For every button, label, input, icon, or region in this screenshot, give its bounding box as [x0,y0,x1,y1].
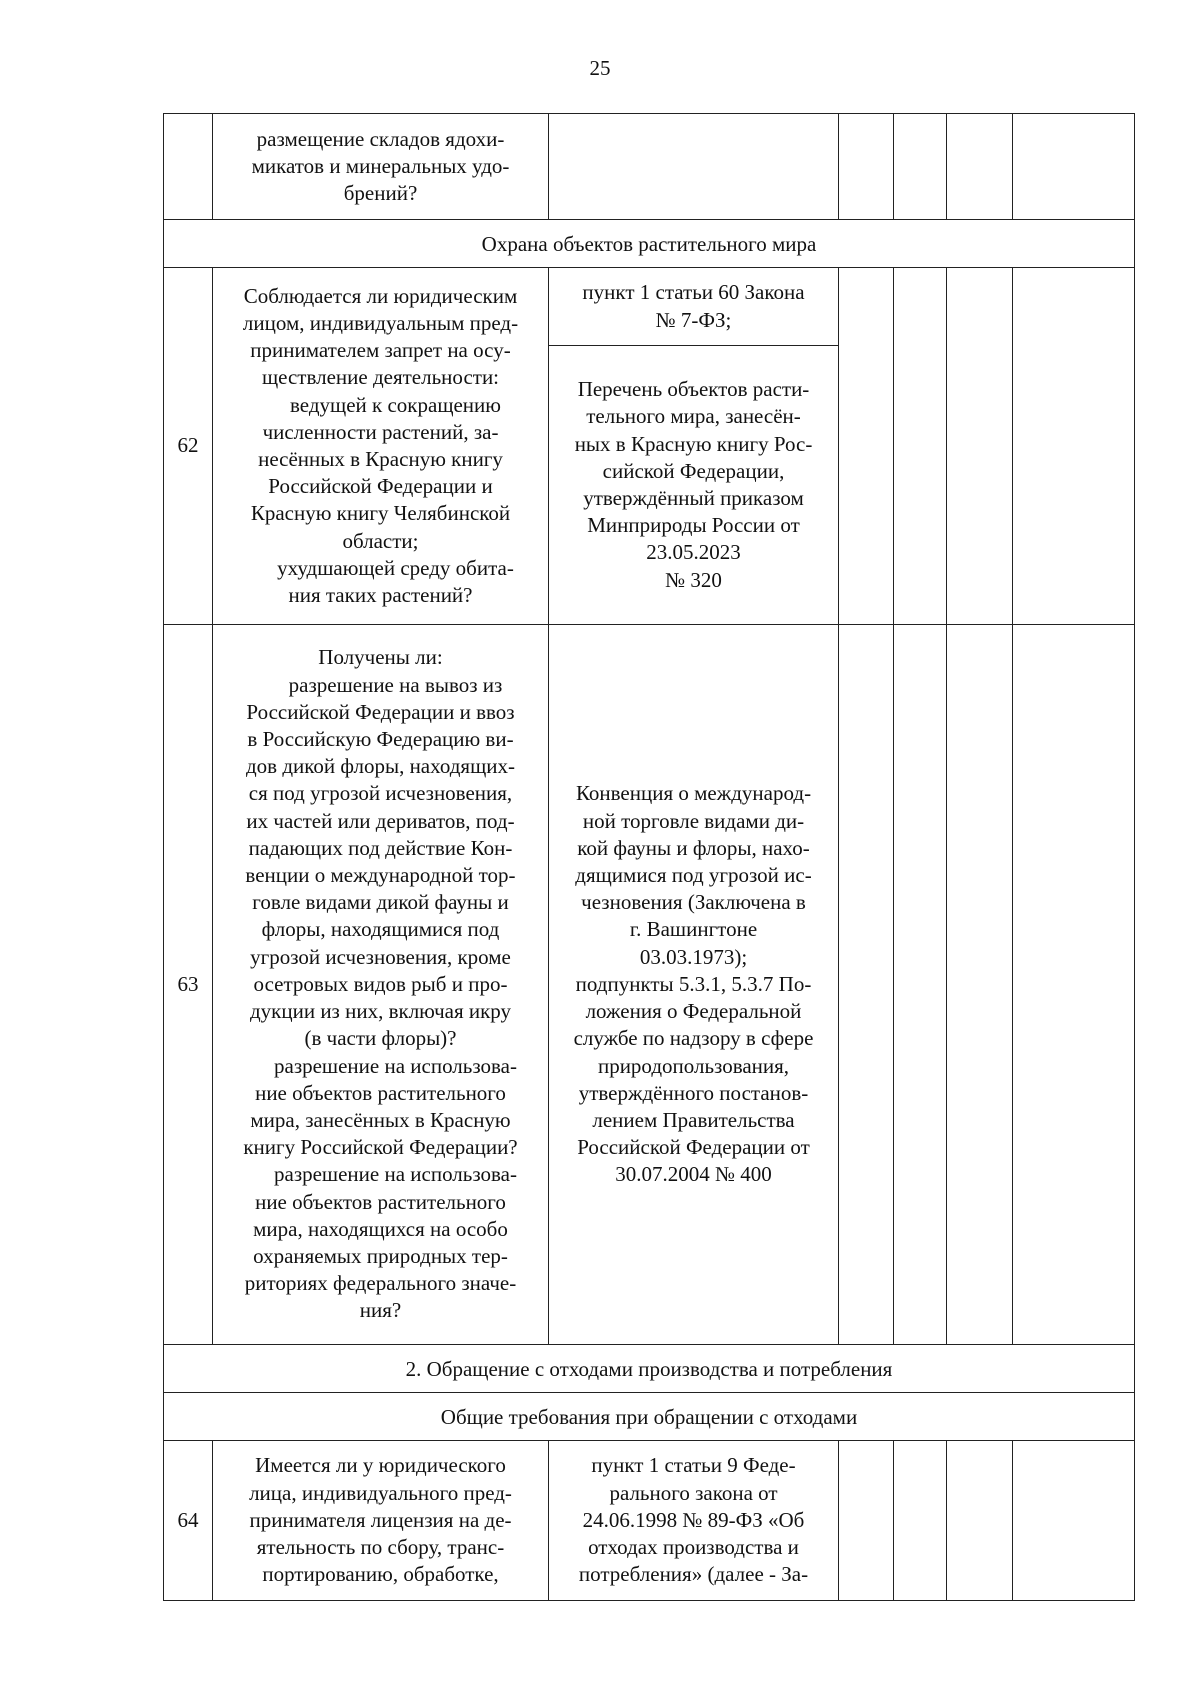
question-line: дукции из них, включая икру [249,999,512,1024]
question-line: говле видами дикой фауны и [252,890,509,915]
question-line: риториях федерального значе- [244,1271,517,1296]
question-line: лицом, индивидуальным пред- [242,310,519,335]
section-heading: Охрана объектов растительного мира [164,220,1135,268]
law-cell [549,114,839,220]
question-line: Красную книгу Челябинской [250,501,511,526]
question-line: ния таких растений? [288,583,473,608]
question-line: лица, индивидуального пред- [249,1480,512,1505]
question-cell [213,625,549,1345]
answer-yes-cell[interactable] [839,1441,894,1601]
question-line: книгу Российской Федерации? [243,1135,518,1160]
law-line: кой фауны и флоры, нахо- [577,835,810,860]
law-line: утверждённый приказом [583,486,804,510]
section-row-general [164,1393,1135,1441]
law-cell [549,346,839,625]
row-number-cell [164,114,213,220]
law-line: ных в Красную книгу Рос- [574,431,813,456]
section-heading: 2. Обращение с отходами производства и потребления [164,1345,1135,1393]
law-line: утверждённого постанов- [578,1080,809,1105]
law-line: 23.05.2023 [646,540,741,565]
section-row-plants [164,220,1135,268]
answer-yes-cell[interactable] [839,114,894,220]
law-line: Конвенция о международ- [575,781,812,806]
question-line: в Российскую Федерацию ви- [247,727,514,752]
question-line: Имеется ли у юридического [255,1453,506,1478]
law-line: потребления» (далее - За- [578,1562,809,1587]
question-line: осетровых видов рыб и про- [253,971,508,996]
answer-na-cell[interactable] [947,114,1013,220]
answer-na-cell[interactable] [947,1441,1013,1601]
law-line: лением Правительства [592,1107,795,1132]
law-cell [549,268,839,346]
table-row-64 [164,1441,1135,1601]
law-line: тельного мира, занесён- [586,404,801,429]
question-line: ухудшающей среду обита- [277,555,514,580]
note-cell[interactable] [1013,268,1135,625]
question-line: Получены ли: [318,645,443,670]
row-number-cell: 64 [164,1441,213,1601]
question-line: мира, занесённых в Красную [250,1107,511,1132]
question-line: дов дикой флоры, находящих- [246,754,515,779]
answer-no-cell[interactable] [894,625,947,1345]
law-line: 03.03.1973); [639,944,748,969]
law-line: ной торговле видами ди- [582,808,805,833]
question-line: Российской Федерации и [268,474,493,499]
question-line: ществление деятельности: [261,365,500,390]
law-line: чезновения (Заключена в [581,890,806,915]
question-line: венции о международной тор- [245,863,516,888]
question-cell [213,1441,549,1601]
question-cell [213,114,549,220]
answer-no-cell[interactable] [894,114,947,220]
question-line: флоры, находящимися под [261,917,500,942]
answer-yes-cell[interactable] [839,625,894,1345]
law-line: № 7-ФЗ; [655,307,732,332]
note-cell[interactable] [1013,1441,1135,1601]
question-line: брений? [343,181,418,206]
law-line: Российской Федерации от [577,1135,810,1160]
subsection-heading: Общие требования при обращении с отходами [164,1393,1135,1441]
row-number-cell: 63 [164,625,213,1345]
answer-na-cell[interactable] [947,625,1013,1345]
law-line: г. Вашингтоне [629,917,758,942]
table-row-62 [164,268,1135,346]
law-line: пункт 1 статьи 60 Закона [582,280,805,305]
law-line: рального закона от [609,1480,778,1505]
law-cell [549,625,839,1345]
question-line: принимателя лицензия на де- [249,1507,512,1532]
page-number: 25 [589,56,611,80]
question-line: размещение складов ядохи- [256,126,505,151]
question-line: несённых в Красную книгу [258,447,503,471]
question-line: падающих под действие Кон- [248,835,513,860]
answer-yes-cell[interactable] [839,268,894,625]
law-line: службе по надзору в сфере [573,1026,814,1051]
question-line: портированию, обработке, [262,1562,499,1587]
law-line: Минприроды России от [587,513,800,538]
question-line: ние объектов растительного [255,1080,506,1105]
question-line: области; [342,528,419,553]
question-line: ятельность по сбору, транс- [256,1535,505,1560]
question-line: ние объектов растительного [255,1189,506,1214]
law-line: дящимися под угрозой ис- [575,863,812,888]
section-row-waste [164,1345,1135,1393]
question-line: численности растений, за- [262,419,499,444]
note-cell[interactable] [1013,625,1135,1345]
table-row-63 [164,625,1135,1345]
question-line: угрозой исчезновения, кроме [250,944,511,969]
question-line: принимателем запрет на осу- [250,338,511,363]
note-cell[interactable] [1013,114,1135,220]
question-line: Российской Федерации и ввоз [246,699,515,724]
law-line: подпункты 5.3.1, 5.3.7 По- [575,971,812,996]
law-line: сийской Федерации, [602,458,785,483]
law-line: Перечень объектов расти- [577,377,810,402]
question-line: ся под угрозой исчезновения, [248,781,513,806]
question-line: мира, находящихся на особо [253,1216,508,1241]
table-row-continuation [164,114,1135,220]
question-line: разрешение на вывоз из [288,672,503,697]
law-line: отходах производства и [588,1535,799,1560]
law-line: № 320 [665,567,722,592]
question-line: ведущей к сокращению [290,392,501,417]
law-cell [549,1441,839,1601]
question-cell [213,268,549,625]
law-line: 30.07.2004 № 400 [615,1162,772,1187]
question-line: разрешение на использова- [274,1053,517,1078]
answer-no-cell[interactable] [894,1441,947,1601]
question-line: охраняемых природных тер- [253,1243,508,1268]
row-number-cell: 62 [164,268,213,625]
question-line: их частей или дериватов, под- [246,808,515,833]
question-line: разрешение на использова- [274,1162,517,1187]
law-line: пункт 1 статьи 9 Феде- [591,1453,796,1478]
question-line: (в части флоры)? [304,1026,457,1051]
question-line: ния? [359,1298,402,1323]
inspection-checklist-table [163,113,1135,1601]
question-line: Соблюдается ли юридическим [243,283,518,308]
law-line: 24.06.1998 № 89-ФЗ «Об [582,1507,805,1532]
question-line: микатов и минеральных удо- [251,153,510,178]
answer-na-cell[interactable] [947,268,1013,625]
answer-no-cell[interactable] [894,268,947,625]
law-line: ложения о Федеральной [585,999,802,1024]
law-line: природопользования, [597,1053,790,1078]
